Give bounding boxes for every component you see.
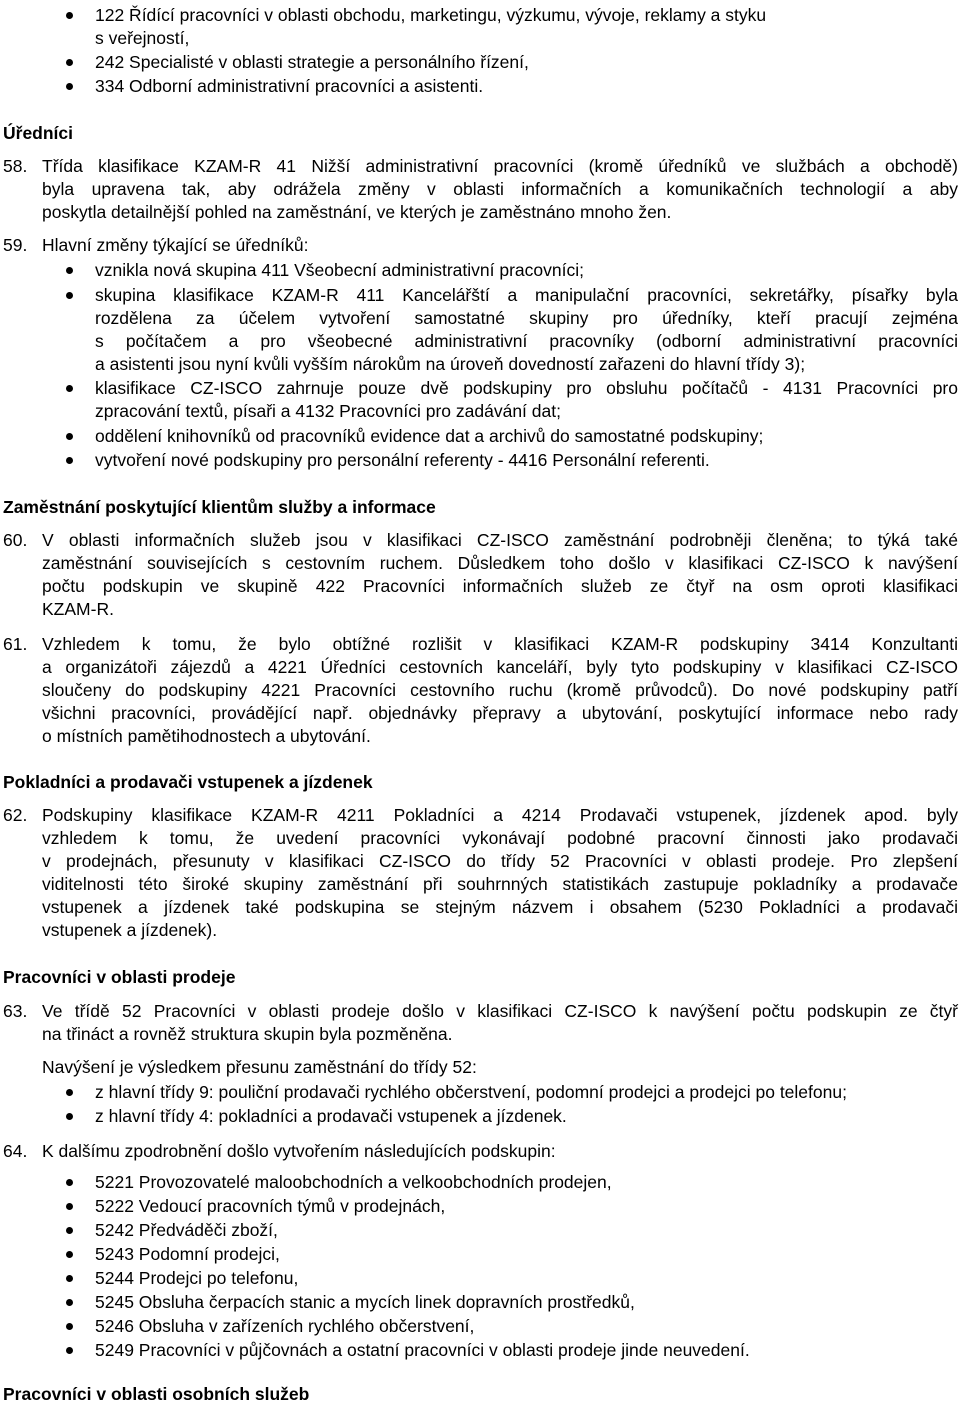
bullet-marker [66,1299,73,1306]
intro-list-item: 242 Specialisté v oblasti strategie a personálního řízení, [95,52,529,72]
paragraph-59-bullet-continuation: a asistenti jsou nyní kvůli vyšším nárokům na úroveň dovedností zařazeni do hlavní třídy 3); [95,354,806,374]
paragraph-number: 61. [3,634,28,654]
paragraph-58-line: byla upravena tak, aby odrážela změny v oblasti informačních a komunikačních technologií a aby [42,179,958,199]
bullet-marker [66,1227,73,1234]
paragraph-59-bullet: vytvoření nové podskupiny pro personální referenty - 4416 Personální referenti. [95,450,710,470]
paragraph-61-line: a organizátoři zájezdů a 4221 Úředníci cestovních kanceláří, byly tyto podskupiny v klasifikaci CZ-ISCO [42,657,958,677]
paragraph-64-bullet: 5221 Provozovatelé maloobchodních a velkoobchodních prodejen, [95,1172,612,1192]
section-heading-pokladnici: Pokladníci a prodavači vstupenek a jízdenek [3,772,373,792]
paragraph-64-bullet: 5246 Obsluha v zařízeních rychlého občerstvení, [95,1316,475,1336]
paragraph-number: 63. [3,1001,28,1021]
paragraph-60-line: KZAM-R. [42,599,114,619]
bullet-marker [66,1113,73,1120]
paragraph-62-line: vzhledem k tomu, že uvedení pracovníci vykonávají podobné pracovní činnosti jako prodavači [42,828,958,848]
intro-list-item-continuation: s veřejností, [95,28,190,48]
paragraph-62-line: vstupenek a jízdenek). [42,920,218,940]
bullet-marker [66,292,73,299]
paragraph-64-bullet: 5244 Prodejci po telefonu, [95,1268,299,1288]
paragraph-63-bullet: z hlavní třídy 9: pouliční prodavači rychlého občerstvení, podomní prodejci a prodejci po telefonu; [95,1082,847,1102]
paragraph-58-line: poskytla detailnější pohled na zaměstnání, ve kterých je zaměstnáno mnoho žen. [42,202,672,222]
paragraph-59-bullet: oddělení knihovníků od pracovníků evidence dat a archivů do samostatné podskupiny; [95,426,764,446]
intro-list-item: 122 Řídící pracovníci v oblasti obchodu, marketingu, výzkumu, vývoje, reklamy a styku [95,5,767,25]
bullet-marker [66,1203,73,1210]
paragraph-64-bullet: 5245 Obsluha čerpacích stanic a mycích linek dopravních prostředků, [95,1292,635,1312]
paragraph-59-bullet: klasifikace CZ-ISCO zahrnuje pouze dvě podskupiny pro obsluhu počítačů - 4131 Pracovníci pro [95,378,958,398]
bullet-marker [66,1347,73,1354]
paragraph-59-bullet-continuation: zpracování textů, písaři a 4132 Pracovníci pro zadávání dat; [95,401,561,421]
bullet-marker [66,1089,73,1096]
bullet-marker [66,1275,73,1282]
section-heading-prodej: Pracovníci v oblasti prodeje [3,967,236,987]
paragraph-61-line: o místních pamětihodnostech a ubytování. [42,726,371,746]
section-heading-urednici: Úředníci [3,123,74,143]
paragraph-59-intro: Hlavní změny týkající se úředníků: [42,235,309,255]
paragraph-58-line: Třída klasifikace KZAM-R 41 Nižší administrativní pracovníci (kromě úředníků ve službách a obchodě) [42,156,958,176]
bullet-marker [66,1179,73,1186]
paragraph-number: 64. [3,1141,28,1161]
paragraph-64-bullet: 5249 Pracovníci v půjčovnách a ostatní pracovníci v oblasti prodeje jinde neuvedení. [95,1340,750,1360]
bullet-marker [66,433,73,440]
paragraph-number: 62. [3,805,28,825]
paragraph-61-line: všichni pracovníci, provádějící např. objednávky přepravy a ubytování, poskytující informace nebo rady [42,703,958,723]
paragraph-59-bullet: skupina klasifikace KZAM-R 411 Kancelářští a manipulační pracovníci, sekretářky, písařky byla [95,285,958,305]
paragraph-64-bullet: 5222 Vedoucí pracovních týmů v prodejnách, [95,1196,446,1216]
bullet-marker [66,83,73,90]
paragraph-61-line: Vzhledem k tomu, že bylo obtížné rozlišit v klasifikaci KZAM-R podskupiny 3414 Konzultanti [42,634,958,654]
paragraph-63-line: na třináct a rovněž struktura skupin byla pozměněna. [42,1024,453,1044]
section-heading-osobni: Pracovníci v oblasti osobních služeb [3,1384,310,1404]
paragraph-63-line: Ve třídě 52 Pracovníci v oblasti prodeje došlo v klasifikaci CZ-ISCO k navýšení počtu podskupin ze čtyř [42,1001,958,1021]
paragraph-number: 58. [3,156,28,176]
bullet-marker [66,12,73,19]
bullet-marker [66,1323,73,1330]
bullet-marker [66,385,73,392]
paragraph-64-bullet: 5242 Předváděči zboží, [95,1220,278,1240]
paragraph-59-bullet-continuation: rozdělena za účelem vytvoření samostatné skupiny pro úředníky, kteří pracují zejména [95,308,958,328]
paragraph-60-line: počtu podskupin ve skupině 422 Pracovníci informačních služeb ze čtyř na osm oproti klasifikaci [42,576,958,596]
bullet-marker [66,457,73,464]
paragraph-60-line: zaměstnání souvisejících s cestovním ruchem. Důsledkem toho došlo v klasifikaci CZ-ISCO k navýšení [42,553,958,573]
paragraph-number: 59. [3,235,28,255]
paragraph-64-bullet: 5243 Podomní prodejci, [95,1244,280,1264]
paragraph-64-intro: K dalšímu zpodrobnění došlo vytvořením následujících podskupin: [42,1141,556,1161]
bullet-marker [66,59,73,66]
paragraph-63-bullet: z hlavní třídy 4: pokladníci a prodavači vstupenek a jízdenek. [95,1106,567,1126]
paragraph-59-bullet-continuation: s počítačem a pro všeobecné administrativní pracovníky (odborní administrativní pracovníci [95,331,958,351]
paragraph-59-bullet: vznikla nová skupina 411 Všeobecní administrativní pracovníci; [95,260,584,280]
intro-list-item: 334 Odborní administrativní pracovníci a asistenti. [95,76,484,96]
paragraph-63-sub: Navýšení je výsledkem přesunu zaměstnání do třídy 52: [42,1057,477,1077]
paragraph-62-line: viditelnosti této široké skupiny zaměstnání při souhrnných statistikách zastupuje pokladníky a prodavače [42,874,958,894]
paragraph-62-line: v prodejnách, přesunuty v klasifikaci CZ-ISCO do třídy 52 Pracovníci v oblasti prodeje. Pro zlepšení [42,851,958,871]
paragraph-62-line: Podskupiny klasifikace KZAM-R 4211 Pokladníci a 4214 Prodavači vstupenek, jízdenek apod. byly [42,805,958,825]
paragraph-62-line: vstupenek a jízdenek také podskupina se stejným názvem i obsahem (5230 Pokladníci a prodavači [42,897,958,917]
paragraph-60-line: V oblasti informačních služeb jsou v klasifikaci CZ-ISCO zaměstnání podrobněji členěna; to týká také [42,530,958,550]
bullet-marker [66,1251,73,1258]
paragraph-61-line: sloučeny do podskupiny 4221 Pracovníci cestovního ruchu (kromě průvodců). Do nové podskupiny patří [42,680,958,700]
bullet-marker [66,267,73,274]
section-heading-klienti: Zaměstnání poskytující klientům služby a informace [3,497,436,517]
paragraph-number: 60. [3,530,28,550]
